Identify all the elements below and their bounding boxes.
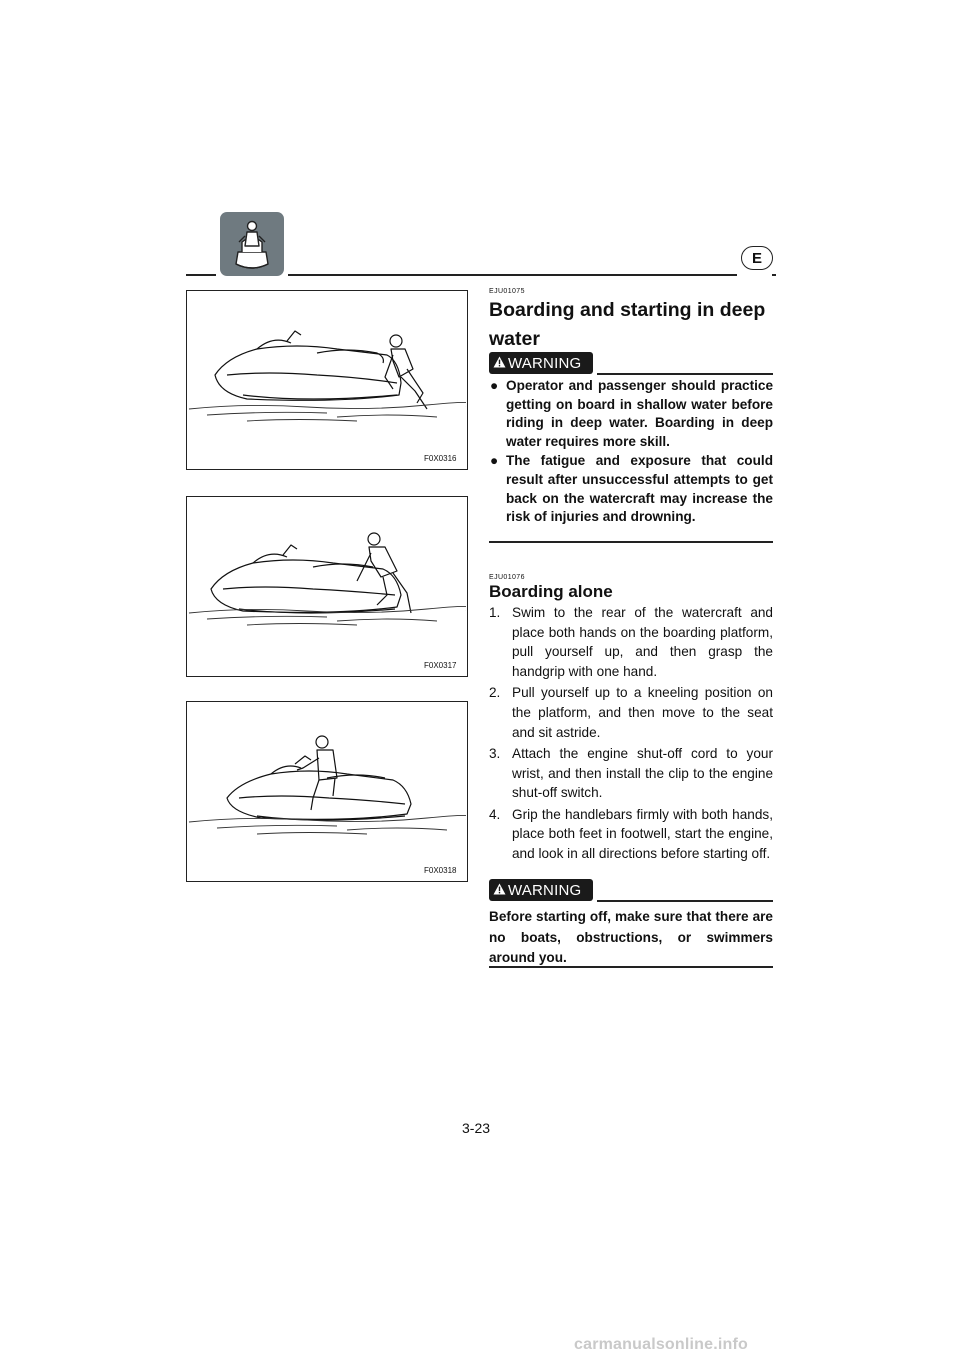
step-number: 2. bbox=[489, 685, 501, 701]
warning-triangle-icon bbox=[493, 355, 506, 372]
step-text: Pull yourself up to a kneeling position on the platform, and then move to the seat and sit astride. bbox=[512, 685, 773, 740]
warning-top-rule bbox=[597, 900, 773, 902]
figure-seated-on-watercraft bbox=[186, 701, 468, 882]
list-item bbox=[489, 452, 773, 526]
bullet-dot-icon: ● bbox=[490, 378, 499, 393]
list-item bbox=[489, 805, 773, 864]
warning-label bbox=[489, 352, 593, 374]
header-rule-end bbox=[772, 274, 776, 276]
figure-code: F0X0318 bbox=[424, 866, 457, 875]
list-item bbox=[489, 603, 773, 682]
list-item bbox=[489, 377, 773, 451]
step-text: Attach the engine shut-off cord to your wrist, and then install the clip to the engine shut-off switch. bbox=[512, 745, 773, 801]
section-code: EJU01075 bbox=[489, 288, 525, 295]
watermark: carmanualsonline.info bbox=[574, 1336, 749, 1353]
section-title: Boarding alone bbox=[489, 582, 613, 601]
section-code: EJU01076 bbox=[489, 574, 525, 581]
warning-label bbox=[489, 879, 593, 901]
warning-label-text: WARNING bbox=[508, 881, 582, 899]
step-number: 1. bbox=[489, 605, 501, 620]
figure-code: F0X0317 bbox=[424, 661, 457, 670]
step-number: 3. bbox=[489, 745, 501, 761]
language-badge: E bbox=[741, 246, 773, 270]
warning-label-text: WARNING bbox=[508, 354, 582, 372]
bullet-text: Operator and passenger should practice getting on board in shallow water before riding in deep water. Boarding in deep water requires more skill. bbox=[506, 378, 773, 449]
header-rule-left bbox=[186, 274, 216, 276]
step-text: Grip the handlebars firmly with both hands, place both feet in footwell, start the engine, and look in all directions before starting off. bbox=[512, 806, 773, 861]
warning-top-rule bbox=[597, 373, 773, 375]
rider-seated-on-watercraft-illustration bbox=[187, 702, 466, 880]
figure-kneeling-on-platform bbox=[186, 496, 468, 677]
warning-bottom-rule bbox=[489, 966, 773, 968]
step-text: Swim to the rear of the watercraft and place both hands on the boarding platform, pull yourself up, and then grasp the handgrip with one hand. bbox=[512, 605, 773, 680]
warning-triangle-icon bbox=[493, 882, 506, 899]
bullet-text: The fatigue and exposure that could result after unsuccessful attempts to get back on the watercraft may increase the risk of injuries and drowning. bbox=[506, 453, 773, 525]
header-rule-right bbox=[288, 274, 737, 276]
warning-bullet-list bbox=[489, 377, 773, 527]
rider-kneeling-on-platform-illustration bbox=[187, 497, 466, 675]
figure-boarding-from-water bbox=[186, 290, 468, 470]
warning-text: Before starting off, make sure that there are no boats, obstructions, or swimmers around you. bbox=[489, 909, 773, 965]
watercraft-rider-icon bbox=[220, 212, 284, 276]
steps-list bbox=[489, 603, 773, 865]
warning-bottom-rule bbox=[489, 541, 773, 543]
rider-boarding-from-water-illustration bbox=[187, 291, 466, 468]
figure-code: F0X0316 bbox=[424, 454, 457, 463]
list-item bbox=[489, 683, 773, 742]
page-number: 3-23 bbox=[462, 1120, 491, 1136]
step-number: 4. bbox=[489, 806, 501, 822]
section-title: Boarding and starting in deep water bbox=[489, 299, 766, 350]
list-item bbox=[489, 744, 773, 803]
bullet-dot-icon: ● bbox=[490, 453, 499, 469]
